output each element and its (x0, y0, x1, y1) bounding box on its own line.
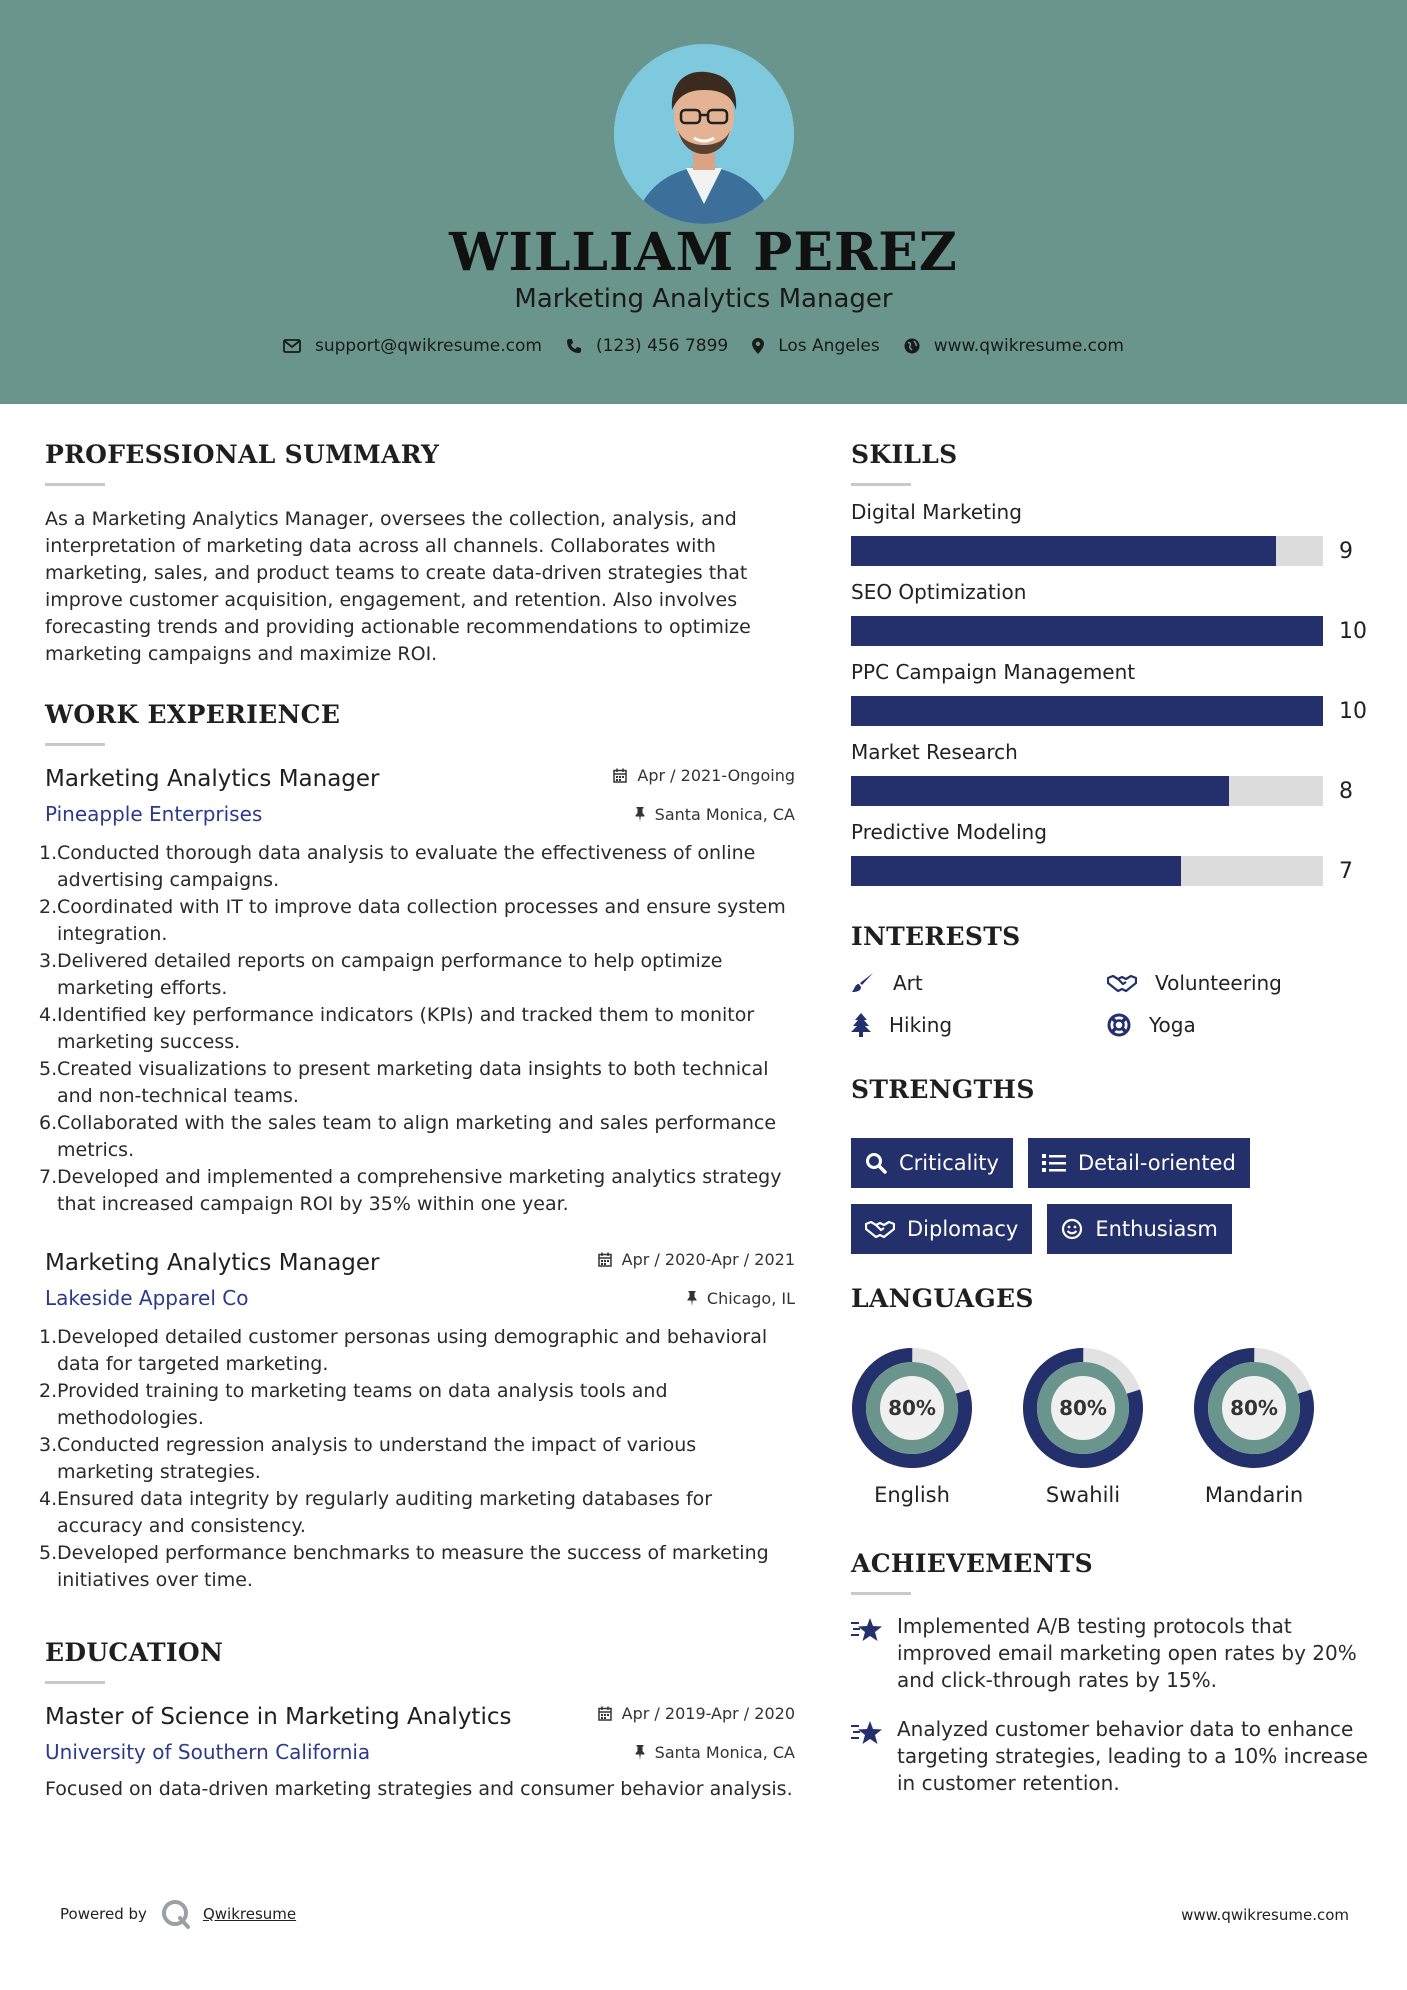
skill-item (851, 580, 1371, 646)
summary-heading: PROFESSIONAL SUMMARY (45, 440, 440, 469)
contact-phone-text: (123) 456 7899 (595, 336, 729, 356)
achievement-item (851, 1716, 1371, 1797)
list-text: Collaborated with the sales team to align marketing and sales performance metrics. (57, 1112, 777, 1161)
pushpin-icon (687, 1291, 697, 1306)
interest-label: Hiking (889, 1013, 953, 1037)
star-award-icon (851, 1617, 883, 1643)
list-number: 4. (39, 1488, 58, 1510)
education-location-text: Santa Monica, CA (654, 1742, 795, 1762)
contact-email[interactable] (283, 336, 542, 356)
interests-section (851, 922, 1371, 1037)
qwikresume-logo-icon (161, 1899, 191, 1929)
list-text: Conducted thorough data analysis to evaluate the effectiveness of online advertising campaigns. (57, 842, 756, 891)
strength-chip (1047, 1204, 1231, 1254)
skill-name: PPC Campaign Management (851, 660, 1136, 684)
education-entry (45, 1704, 795, 1803)
skill-bar-fill (851, 616, 1323, 646)
contact-website[interactable] (904, 336, 1124, 356)
list-item (39, 1378, 795, 1432)
list-item (39, 1540, 795, 1594)
strength-label: Enthusiasm (1095, 1217, 1218, 1241)
interest-item (1107, 1013, 1363, 1037)
left-column (39, 440, 795, 1803)
contact-phone[interactable] (566, 336, 728, 356)
education-heading: EDUCATION (45, 1638, 224, 1667)
job-dates (613, 766, 795, 785)
skill-name: Digital Marketing (851, 500, 1022, 524)
candidate-title: Marketing Analytics Manager (514, 284, 893, 314)
star-award-icon (851, 1720, 883, 1746)
interest-item (851, 1013, 1107, 1037)
section-divider (851, 1592, 911, 1595)
footer-website[interactable]: www.qwikresume.com (1181, 1906, 1349, 1924)
contact-location-text: Los Angeles (778, 336, 880, 356)
phone-icon (566, 338, 582, 354)
list-text: Ensured data integrity by regularly auditing marketing databases for accuracy and consistency. (57, 1488, 713, 1537)
languages-section (851, 1284, 1371, 1507)
pushpin-icon (635, 807, 645, 822)
section-divider (851, 483, 911, 486)
list-number: 1. (39, 1326, 58, 1348)
summary-text: As a Marketing Analytics Manager, oversees the collection, analysis, and interpretation of marketing data across all channels. Collaborates with marketing, sales, and product teams to create data-driven strategies that improve customer acquisition, engagement, and retention. Also involves forecasting trends and providing actionable recommendations to optimize marketing campaigns and maximize ROI. (45, 508, 751, 665)
skills-section (851, 440, 1371, 886)
list-item (39, 1486, 795, 1540)
list-item (39, 948, 795, 1002)
interest-label: Yoga (1149, 1013, 1196, 1037)
powered-by-text: Powered by (60, 1905, 147, 1923)
skill-bar-fill (851, 696, 1323, 726)
interest-item (1107, 971, 1363, 995)
skill-item (851, 820, 1371, 886)
skills-heading: SKILLS (851, 440, 958, 469)
achievement-text: Implemented A/B testing protocols that improved email marketing open rates by 20% and click-through rates by 15%. (897, 1614, 1357, 1692)
list-number: 2. (39, 1380, 58, 1402)
search-icon (865, 1152, 887, 1174)
list-text: Provided training to marketing teams on data analysis tools and methodologies. (57, 1380, 668, 1429)
skill-bar-track (851, 616, 1323, 646)
skill-value: 10 (1339, 698, 1367, 724)
summary-section (45, 440, 795, 668)
skill-bar-fill (851, 536, 1276, 566)
resume-header (0, 0, 1407, 404)
languages-heading: LANGUAGES (851, 1284, 1034, 1313)
language-name: Swahili (1045, 1483, 1121, 1507)
list-number: 3. (39, 1434, 58, 1456)
list-number: 6. (39, 1112, 58, 1134)
strengths-heading: STRENGTHS (851, 1075, 1035, 1104)
skill-item (851, 660, 1371, 726)
handshake-icon (865, 1219, 895, 1239)
skill-name: Market Research (851, 740, 1018, 764)
list-number: 5. (39, 1542, 58, 1564)
experience-section (39, 700, 795, 1594)
skill-name: Predictive Modeling (851, 820, 1047, 844)
company-name: Lakeside Apparel Co (45, 1286, 249, 1310)
language-percent: 80% (1059, 1396, 1107, 1420)
experience-heading: WORK EXPERIENCE (45, 700, 341, 729)
education-location (635, 1743, 795, 1762)
language-name: English (874, 1483, 950, 1507)
language-item (1022, 1347, 1193, 1507)
job-entry (39, 766, 795, 1218)
education-description: Focused on data-driven marketing strategies and consumer behavior analysis. (45, 1778, 793, 1800)
language-item (851, 1347, 1022, 1507)
job-location-text: Santa Monica, CA (654, 804, 795, 824)
section-divider (45, 483, 105, 486)
language-percent: 80% (1230, 1396, 1278, 1420)
skill-bar-track (851, 696, 1323, 726)
job-dates-text: Apr / 2020-Apr / 2021 (621, 1250, 795, 1269)
list-number: 3. (39, 950, 58, 972)
job-dates-text: Apr / 2021-Ongoing (637, 766, 795, 785)
company-name: Pineapple Enterprises (45, 802, 263, 826)
list-number: 1. (39, 842, 58, 864)
strength-chip (851, 1204, 1032, 1254)
list-item (39, 1432, 795, 1486)
job-title: Marketing Analytics Manager (45, 766, 380, 792)
skill-value: 10 (1339, 618, 1367, 644)
handshake-icon (1107, 973, 1137, 993)
strength-label: Diplomacy (907, 1217, 1019, 1241)
job-location-text: Chicago, IL (706, 1288, 795, 1308)
skill-value: 7 (1339, 858, 1353, 884)
language-percent: 80% (888, 1396, 936, 1420)
interests-heading: INTERESTS (851, 922, 1021, 951)
skill-value: 8 (1339, 778, 1353, 804)
list-item (39, 1324, 795, 1378)
paintbrush-icon (851, 972, 875, 994)
achievements-heading: ACHIEVEMENTS (851, 1549, 1093, 1578)
list-text: Developed detailed customer personas using demographic and behavioral data for targeted marketing. (57, 1326, 768, 1375)
list-item (39, 1164, 795, 1218)
list-text: Coordinated with IT to improve data collection processes and ensure system integration. (57, 896, 786, 945)
contact-bar (0, 336, 1407, 356)
contact-website-text: www.qwikresume.com (933, 336, 1124, 356)
strength-chip (1028, 1138, 1250, 1188)
section-divider (45, 1681, 105, 1684)
candidate-name: WILLIAM PEREZ (449, 222, 958, 283)
job-bullets (39, 840, 795, 1218)
skill-value: 9 (1339, 538, 1353, 564)
map-pin-icon (752, 338, 764, 354)
list-icon (1042, 1153, 1066, 1173)
list-number: 5. (39, 1058, 58, 1080)
list-text: Delivered detailed reports on campaign performance to help optimize marketing efforts. (57, 950, 723, 999)
interest-item (851, 971, 1107, 995)
list-item (39, 1110, 795, 1164)
powered-by (60, 1899, 296, 1929)
job-dates (598, 1250, 795, 1269)
smile-icon (1061, 1218, 1083, 1240)
list-text: Conducted regression analysis to understand the impact of various marketing strategies. (57, 1434, 697, 1483)
job-entry (39, 1250, 795, 1594)
skill-bar-track (851, 856, 1323, 886)
list-text: Developed and implemented a comprehensive marketing analytics strategy that increased campaign ROI by 35% within one year. (57, 1166, 782, 1215)
strength-label: Detail-oriented (1077, 1151, 1236, 1175)
envelope-icon (283, 339, 301, 353)
education-dates-text: Apr / 2019-Apr / 2020 (621, 1704, 795, 1723)
right-column (851, 440, 1371, 1797)
profile-photo-illustration (614, 44, 794, 224)
list-text: Created visualizations to present marketing data insights to both technical and non-technical teams. (57, 1058, 769, 1107)
qwikresume-link[interactable]: Qwikresume (202, 1905, 297, 1923)
skill-item (851, 500, 1371, 566)
degree-title: Master of Science in Marketing Analytics (45, 1704, 512, 1730)
skill-name: SEO Optimization (851, 580, 1027, 604)
list-item (39, 840, 795, 894)
job-location (635, 805, 795, 824)
calendar-icon (598, 1252, 612, 1267)
education-dates (598, 1704, 795, 1723)
skill-bar-track (851, 536, 1323, 566)
tree-icon (851, 1013, 871, 1037)
job-location (687, 1289, 795, 1308)
profile-photo (614, 44, 794, 224)
education-section (45, 1638, 795, 1803)
list-item (39, 894, 795, 948)
list-item (39, 1056, 795, 1110)
skill-bar-fill (851, 776, 1229, 806)
language-item (1193, 1347, 1364, 1507)
job-bullets (39, 1324, 795, 1594)
globe-icon (904, 338, 920, 354)
strengths-section (851, 1075, 1371, 1270)
list-number: 2. (39, 896, 58, 918)
achievement-text: Analyzed customer behavior data to enhance targeting strategies, leading to a 10% increase in customer retention. (897, 1717, 1368, 1795)
skill-item (851, 740, 1371, 806)
list-number: 7. (39, 1166, 58, 1188)
strength-label: Criticality (899, 1151, 999, 1175)
skill-bar-fill (851, 856, 1181, 886)
calendar-icon (598, 1706, 612, 1721)
pushpin-icon (635, 1745, 645, 1760)
interest-label: Art (893, 971, 923, 995)
job-title: Marketing Analytics Manager (45, 1250, 380, 1276)
language-name: Mandarin (1204, 1483, 1304, 1507)
section-divider (45, 743, 105, 746)
lifebuoy-icon (1107, 1013, 1131, 1037)
interest-label: Volunteering (1155, 971, 1282, 995)
contact-location (752, 336, 880, 356)
school-name: University of Southern California (45, 1740, 371, 1764)
list-item (39, 1002, 795, 1056)
list-text: Developed performance benchmarks to measure the success of marketing initiatives over time. (57, 1542, 769, 1591)
strength-chip (851, 1138, 1013, 1188)
list-text: Identified key performance indicators (KPIs) and tracked them to monitor marketing success. (57, 1004, 755, 1053)
contact-email-text: support@qwikresume.com (315, 336, 542, 356)
skill-bar-track (851, 776, 1323, 806)
calendar-icon (613, 768, 627, 783)
achievements-section (851, 1549, 1371, 1797)
list-number: 4. (39, 1004, 58, 1026)
achievement-item (851, 1613, 1371, 1694)
